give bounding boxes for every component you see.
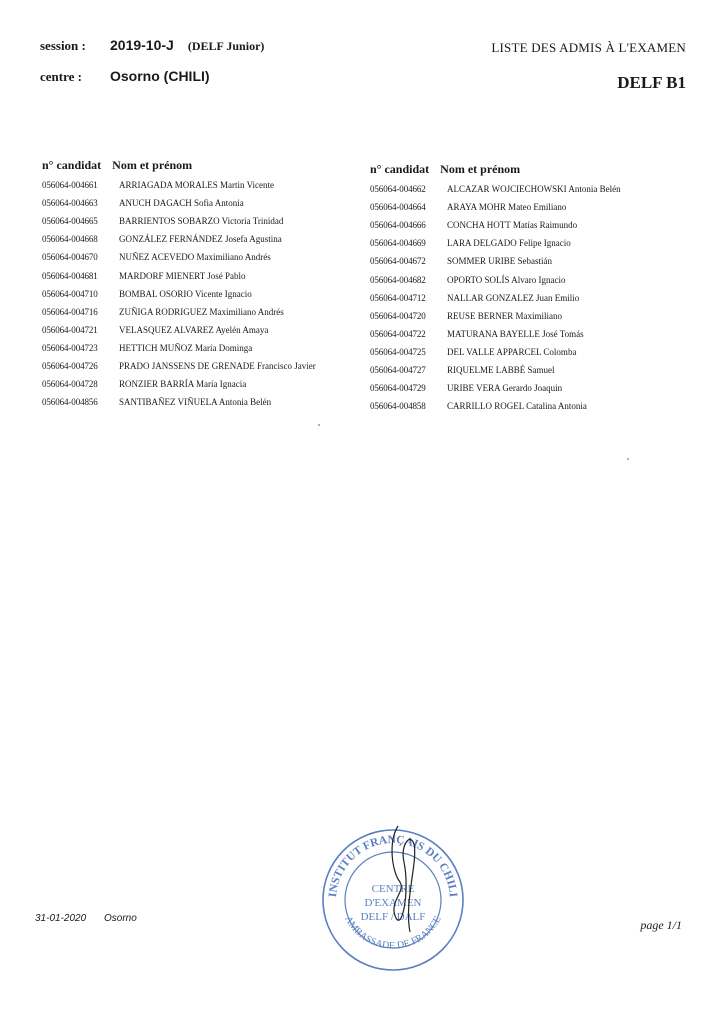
admitted-list-left xyxy=(42,158,352,411)
official-stamp xyxy=(318,822,468,972)
candidate-row xyxy=(42,176,352,194)
candidate-number: 056064-004720 xyxy=(370,310,426,321)
candidate-number: 056064-004664 xyxy=(370,202,426,213)
candidate-name: ARAYA MOHR Mateo Emiliano xyxy=(447,202,567,213)
candidate-number-header: n° candidat xyxy=(370,162,430,176)
session-row xyxy=(40,37,264,68)
candidate-row xyxy=(42,248,352,266)
page-number: page 1/1 xyxy=(640,918,682,932)
candidate-row xyxy=(370,180,690,198)
stamp-line-1: CENTRE xyxy=(371,883,415,895)
candidate-name: BOMBAL OSORIO Vicente Ignacio xyxy=(119,288,252,299)
candidate-name: CONCHA HOTT Matías Raimundo xyxy=(447,220,578,231)
candidate-number: 056064-004728 xyxy=(42,379,98,390)
session-note: (DELF Junior) xyxy=(187,39,265,53)
scan-speck xyxy=(318,424,320,426)
candidate-row xyxy=(370,379,690,397)
candidate-row xyxy=(370,325,690,343)
candidate-number-header: n° candidat xyxy=(42,158,102,172)
candidate-number: 056064-004716 xyxy=(42,306,98,317)
candidate-name: SANTIBAÑEZ VIÑUELA Antonia Belén xyxy=(119,397,272,408)
candidate-row xyxy=(370,270,690,288)
candidate-number: 056064-004723 xyxy=(42,342,98,353)
candidate-number: 056064-004665 xyxy=(42,216,98,227)
document-title: LISTE DES ADMIS À L'EXAMEN xyxy=(491,40,686,55)
candidate-number: 056064-004721 xyxy=(42,324,98,335)
name-header: Nom et prénom xyxy=(112,158,193,172)
candidate-name: RIQUELME LABBÉ Samuel xyxy=(447,364,555,375)
candidate-row xyxy=(370,307,690,325)
candidate-row xyxy=(370,289,690,307)
centre-label: centre : xyxy=(40,69,82,84)
exam-level: DELF B1 xyxy=(617,73,686,92)
candidate-row xyxy=(42,375,352,393)
candidate-number: 056064-004663 xyxy=(42,198,98,209)
candidate-row xyxy=(42,357,352,375)
candidate-row xyxy=(370,198,690,216)
candidate-row xyxy=(370,252,690,270)
candidate-number: 056064-004670 xyxy=(42,252,98,263)
candidate-name: ALCAZAR WOJCIECHOWSKI Antonia Belén xyxy=(447,184,621,195)
candidate-number: 056064-004858 xyxy=(370,401,426,412)
candidate-number: 056064-004661 xyxy=(42,180,98,191)
candidate-number: 056064-004727 xyxy=(370,364,426,375)
candidate-row xyxy=(42,285,352,303)
candidate-name: REUSE BERNER Maximiliano xyxy=(447,310,563,321)
name-header: Nom et prénom xyxy=(440,162,521,176)
candidate-number: 056064-004669 xyxy=(370,238,426,249)
candidate-name: VELASQUEZ ALVAREZ Ayelén Amaya xyxy=(119,324,269,335)
stamp-line-3: DELF / DALF xyxy=(360,911,426,923)
footer-date: 31-01-2020 xyxy=(35,913,87,924)
candidate-number: 056064-004681 xyxy=(42,270,98,281)
stamp-line-2: D'EXAMEN xyxy=(364,897,422,909)
candidate-name: HETTICH MUÑOZ María Dominga xyxy=(119,342,253,353)
candidate-name: URIBE VERA Gerardo Joaquin xyxy=(447,383,563,394)
right-rows xyxy=(370,180,690,415)
candidate-row xyxy=(42,321,352,339)
candidate-row xyxy=(42,339,352,357)
candidate-name: BARRIENTOS SOBARZO Victoria Trinidad xyxy=(119,216,284,227)
stamp-ring-bottom: AMBASSADE DE FRANCE xyxy=(342,914,444,952)
candidate-number: 056064-004682 xyxy=(370,274,426,285)
candidate-row xyxy=(370,234,690,252)
candidate-row xyxy=(42,230,352,248)
candidate-row xyxy=(370,216,690,234)
candidate-name: MATURANA BAYELLE José Tomás xyxy=(447,328,584,339)
candidate-number: 056064-004712 xyxy=(370,292,426,303)
column-header xyxy=(42,158,352,176)
candidate-number: 056064-004662 xyxy=(370,184,426,195)
stamp-ring-top: INSTITUT FRANÇAIS DU CHILI xyxy=(327,833,459,898)
centre-row xyxy=(40,68,264,99)
candidate-row xyxy=(42,393,352,411)
candidate-row xyxy=(42,194,352,212)
footer-city: Osorno xyxy=(104,913,137,924)
candidate-name: PRADO JANSSENS DE GRENADE Francisco Javier xyxy=(119,360,316,371)
candidate-number: 056064-004856 xyxy=(42,397,98,408)
scan-speck xyxy=(627,458,629,460)
candidate-name: OPORTO SOLÍS Alvaro Ignacio xyxy=(447,274,566,285)
candidate-row xyxy=(42,303,352,321)
candidate-row xyxy=(370,397,690,415)
candidate-number: 056064-004726 xyxy=(42,360,98,371)
centre-value: Osorno (CHILI) xyxy=(110,68,210,84)
candidate-name: ZUÑIGA RODRIGUEZ Maximiliano Andrés xyxy=(119,306,284,317)
candidate-number: 056064-004729 xyxy=(370,383,426,394)
header-meta xyxy=(40,37,264,99)
candidate-number: 056064-004722 xyxy=(370,328,426,339)
candidate-number: 056064-004668 xyxy=(42,234,98,245)
candidate-name: NALLAR GONZALEZ Juan Emilio xyxy=(447,292,580,303)
candidate-row xyxy=(42,266,352,284)
candidate-name: SOMMER URIBE Sebastián xyxy=(447,256,553,267)
candidate-number: 056064-004710 xyxy=(42,288,98,299)
candidate-number: 056064-004725 xyxy=(370,346,426,357)
candidate-row xyxy=(370,343,690,361)
candidate-name: RONZIER BARRÍA María Ignacia xyxy=(119,379,247,390)
admitted-list-right xyxy=(370,162,690,415)
candidate-name: DEL VALLE APPARCEL Colomba xyxy=(447,346,577,357)
candidate-name: NUÑEZ ACEVEDO Maximiliano Andrés xyxy=(119,252,271,263)
left-rows xyxy=(42,176,352,411)
candidate-row xyxy=(42,212,352,230)
candidate-name: MARDORF MIENERT José Pablo xyxy=(119,270,246,281)
candidate-name: GONZÁLEZ FERNÁNDEZ Josefa Agustina xyxy=(119,234,282,245)
candidate-name: LARA DELGADO Felipe Ignacio xyxy=(447,238,571,249)
session-value: 2019-10-J xyxy=(110,37,174,53)
candidate-name: ARRIAGADA MORALES Martin Vicente xyxy=(119,180,275,191)
session-label: session : xyxy=(40,38,86,53)
candidate-number: 056064-004666 xyxy=(370,220,426,231)
candidate-name: CARRILLO ROGEL Catalina Antonia xyxy=(447,401,587,412)
column-header xyxy=(370,162,690,180)
candidate-name: ANUCH DAGACH Sofia Antonia xyxy=(119,198,244,209)
candidate-row xyxy=(370,361,690,379)
candidate-number: 056064-004672 xyxy=(370,256,426,267)
